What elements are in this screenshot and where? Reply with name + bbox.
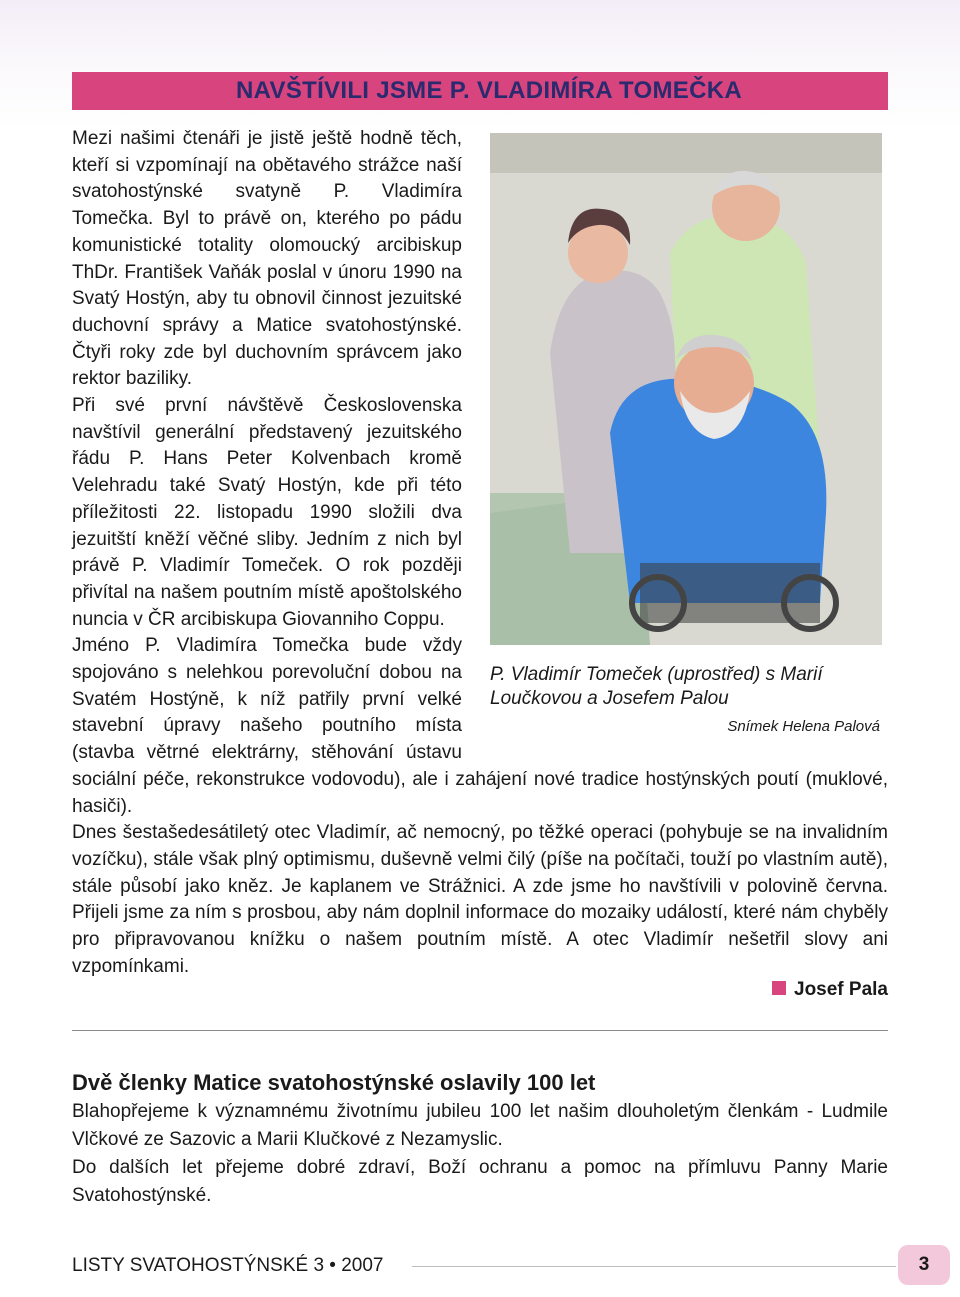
square-icon (772, 981, 786, 995)
photo-credit: Snímek Helena Palová (727, 718, 880, 735)
author-signature (72, 977, 888, 1004)
second-article-title: Dvě členky Matice svatohostýnské oslavily 100 let (72, 1070, 596, 1095)
article-paragraph: Dnes šestašedesátiletý otec Vladimír, ač nemocný, po těžké operaci (pohybuje se na invalidním vozíčku), stále však plný optimismu, duševně velmi čilý (píše na počítači, touží po vlastním autě), stále působí jako kněz. Je kaplanem ve Strážnici. A zde jsme ho navštívili v polovině června. Přijeli jsme za ním s prosbou, aby nám doplnil informace do mozaiky událostí, které nám chyběly pro připravovanou knížku o našem poutním místě. A otec Vladimír nešetřil slovy ani vzpomínkami. (72, 822, 888, 977)
section-divider (72, 1030, 888, 1031)
photo-caption: P. Vladimír Tomeček (uprostřed) s Marií Loučkovou a Josefem Palou (490, 664, 823, 709)
article-paragraph: Při své první návštěvě Československa navštívil generální představený jezuitského řádu P. Hans Peter Kolvenbach kromě Velehradu také Svatý Hostýn, kde při této příležitosti 22. listopadu 1990 složili dva jezuitští kněží věčné sliby. Jedním z nich byl právě P. Vladimír Tomeček. O rok později přivítal na našem poutním místě apoštolského nuncia v ČR arcibiskupa Giovanniho Coppu. (72, 395, 462, 630)
photo-block (490, 126, 888, 743)
publication-name: LISTY SVATOHOSTÝNSKÉ 3 • 2007 (72, 1255, 384, 1276)
article-title-bar (72, 72, 888, 110)
footer-rule (412, 1266, 896, 1267)
second-article-paragraph: Do dalších let přejeme dobré zdraví, Boží ochranu a pomoc na přímluvu Panny Marie Svatohostýnské. (72, 1157, 888, 1206)
article-title: NAVŠTÍVILI JSME P. VLADIMÍRA TOMEČKA (236, 77, 742, 104)
photo (490, 133, 882, 645)
author-name: Josef Pala (794, 978, 888, 1000)
article-paragraph: Mezi našimi čtenáři je jistě ještě hodně těch, kteří si vzpomínají na obětavého strážce naší svatohostýnské svatyně P. Vladimíra Tomečka. Byl to právě on, kterého po pádu komunistické totality olomoucký arcibiskup ThDr. František Vaňák poslal v únoru 1990 na Svatý Hostýn, aby tu obnovil činnost jezuitské duchovní správy a Matice svatohostýnské. Čtyři roky zde byl duchovním správcem jako rektor baziliky. (72, 128, 462, 390)
second-article (72, 1068, 888, 1210)
second-article-paragraph: Blahopřejeme k významnému životnímu jubileu 100 let našim dlouholetým členkám - Ludmile Vlčkové ze Sazovic a Marii Klučkové z Nezamyslic. (72, 1101, 888, 1150)
article-paragraph: Jméno P. Vladimíra Tomečka bude vždy spojováno s nelehkou porevoluční dobou na Svatém Hostýně, k níž patřily první velké stavební úpravy našeho poutního místa (stavba větrné elektrárny, stěhování ústavu sociální péče, rekonstrukce vodovodu), ale i zahájení nové tradice hostýnských poutí (muklové, hasiči). (72, 635, 888, 817)
page-number-badge (898, 1245, 950, 1285)
page-number: 3 (918, 1254, 930, 1275)
article-body (72, 126, 888, 1003)
page-footer (72, 1245, 930, 1285)
photo-illustration (490, 133, 882, 645)
